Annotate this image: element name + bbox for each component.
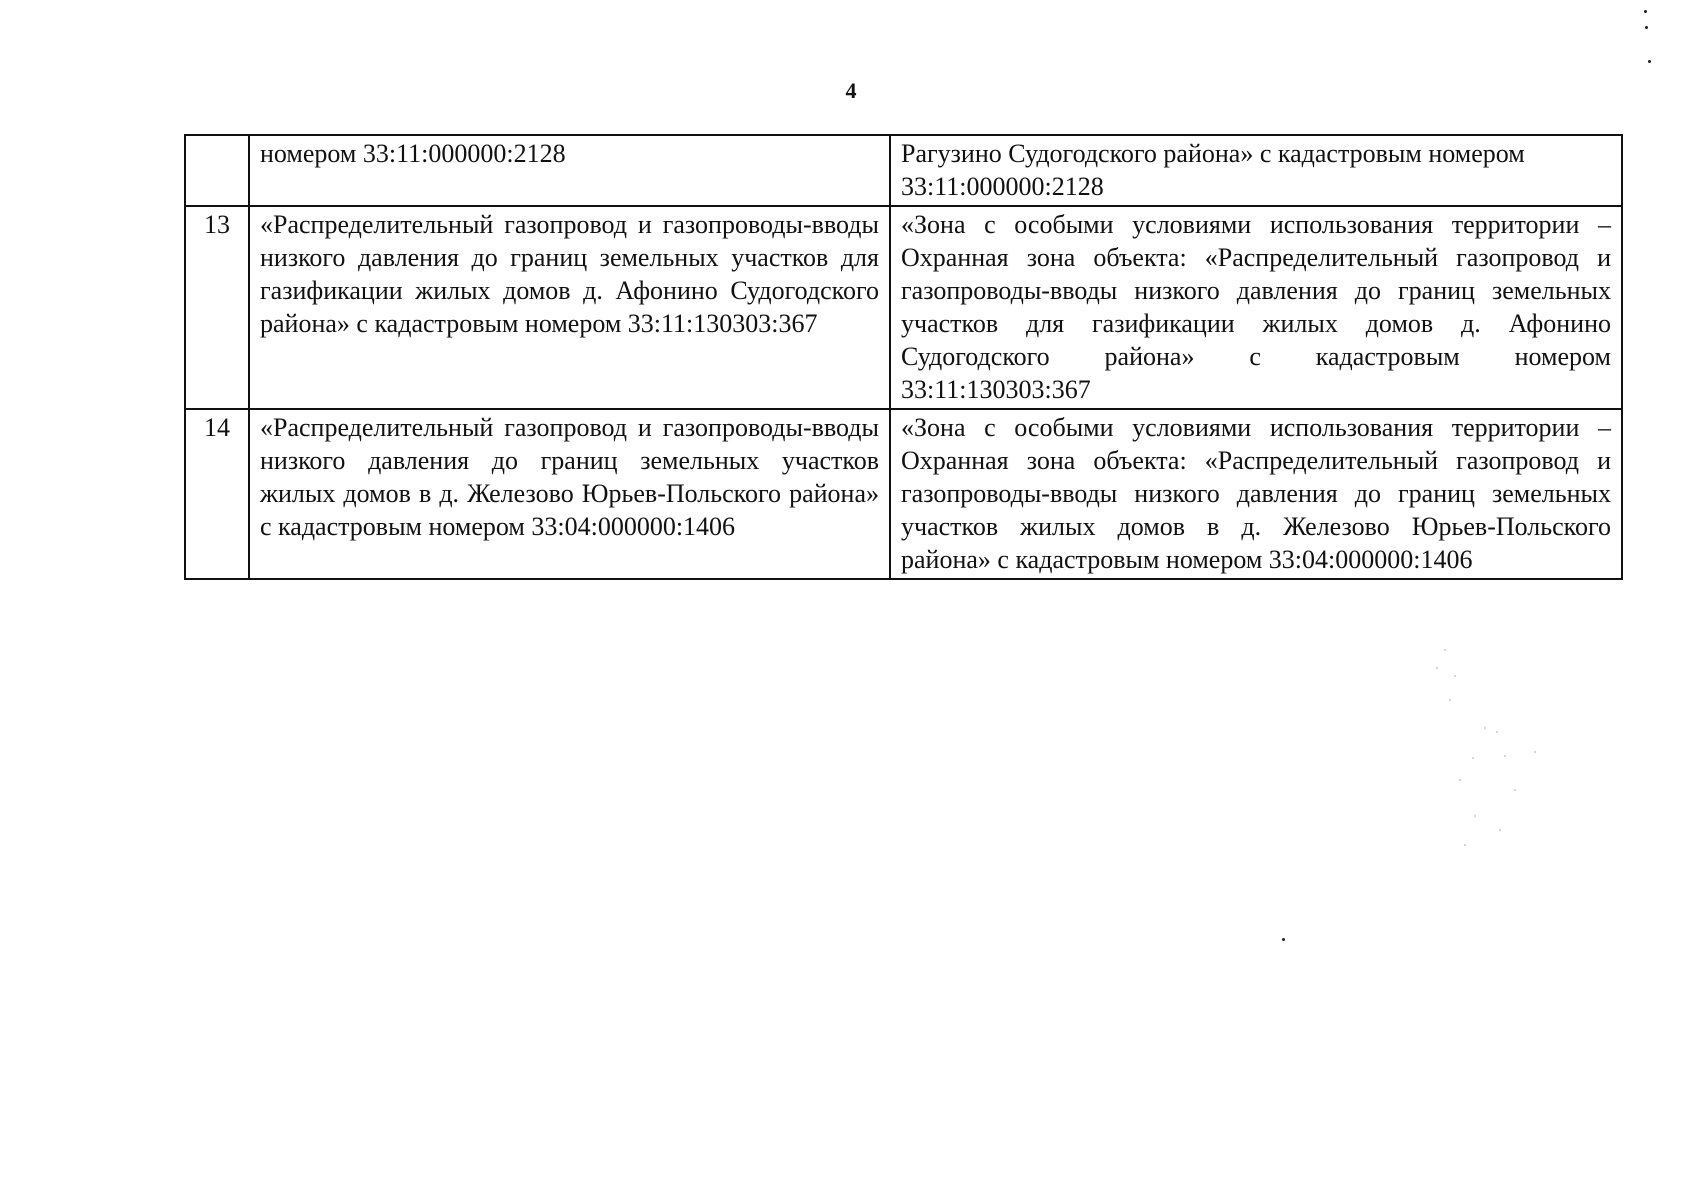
table-row <box>185 409 1622 579</box>
object-name-cell: «Распределительный газопровод и газопроводы-вводы низкого давления до границ земельных участков жилых домов в д. Железово Юрьев-Польского района» с кадастровым номером 33:04:000000:1406 <box>249 409 890 579</box>
zone-name-cell: «Зона с особыми условиями использования территории – Охранная зона объекта: «Распределительный газопровод и газопроводы-вводы низкого давления до границ земельных участков для газификации жилых домов д. Афонино Судогодского района» с кадастровым номером 33:11:130303:367 <box>890 206 1622 409</box>
row-number-cell: 14 <box>185 409 249 579</box>
scan-mark <box>1645 26 1648 29</box>
scan-mark <box>1648 60 1651 63</box>
row-number-cell <box>185 135 249 206</box>
object-name-cell: номером 33:11:000000:2128 <box>249 135 890 206</box>
scan-mark <box>1282 938 1285 941</box>
zone-name-cell: «Зона с особыми условиями использования территории – Охранная зона объекта: «Распределительный газопровод и газопроводы-вводы низкого давления до границ земельных участков жилых домов в д. Железово Юрьев-Польского района» с кадастровым номером 33:04:000000:1406 <box>890 409 1622 579</box>
table-row <box>185 206 1622 409</box>
zone-name-cell: Рагузино Судогодского района» с кадастровым номером 33:11:000000:2128 <box>890 135 1622 206</box>
object-name-cell: «Распределительный газопровод и газопроводы-вводы низкого давления до границ земельных участков для газификации жилых домов д. Афонино Судогодского района» с кадастровым номером 33:11:130303:367 <box>249 206 890 409</box>
scan-noise <box>1415 640 1565 860</box>
scan-mark <box>1644 10 1647 13</box>
table-row <box>185 135 1622 206</box>
objects-table <box>184 134 1623 580</box>
row-number-cell: 13 <box>185 206 249 409</box>
page-number: 4 <box>845 78 857 103</box>
